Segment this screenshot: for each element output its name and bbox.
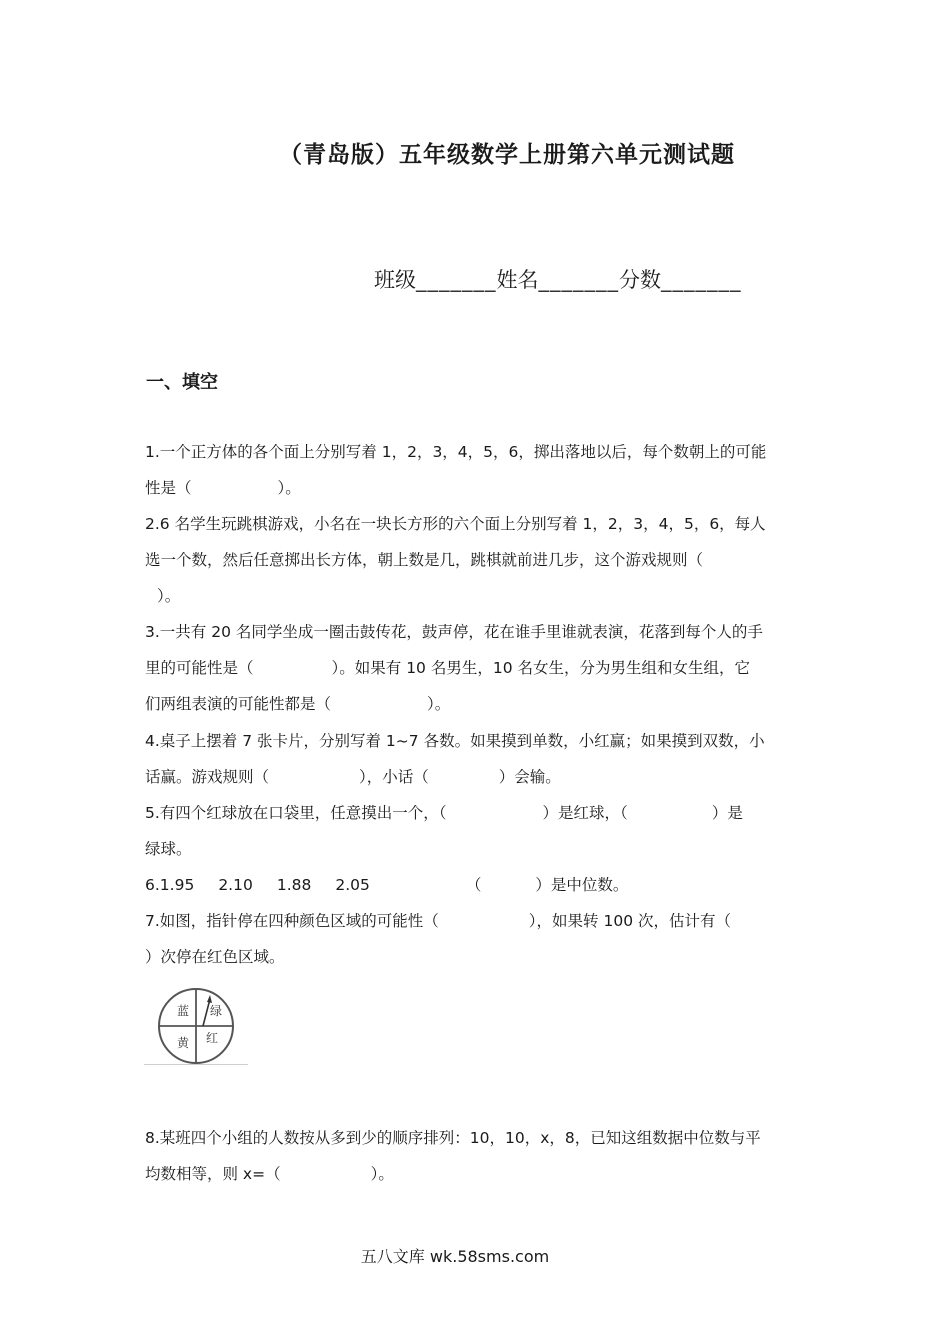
q4-text-c: ）会输。 <box>498 768 561 786</box>
footer-watermark: 五八文库 wk.58sms.com <box>360 1247 550 1266</box>
class-label: 班级 <box>374 268 416 292</box>
q6-value-2: 2.10 <box>218 876 253 894</box>
question-4 <box>145 723 807 795</box>
score-label: 分数 <box>619 268 661 292</box>
spinner-label-blue: 蓝 <box>177 1004 190 1018</box>
question-5 <box>145 795 807 867</box>
q1-line-2 <box>145 470 807 506</box>
question-8 <box>145 1120 807 1192</box>
q2-line-1: 2.6 名学生玩跳棋游戏，小名在一块长方形的六个面上分别写着 1，2，3，4，5，6，每人 <box>145 515 766 533</box>
q3-line-1: 3.一共有 20 名同学坐成一圈击鼓传花，鼓声停，花在谁手里谁就表演，花落到每个人的手 <box>145 623 763 641</box>
q8-text-b: ）。 <box>370 1165 394 1183</box>
q6-value-4: 2.05 <box>335 876 370 894</box>
spinner-figure <box>144 985 249 1067</box>
q3-line-3 <box>145 686 807 722</box>
q7-line-2: ）次停在红色区域。 <box>145 948 285 966</box>
score-blank: _______ <box>661 268 742 292</box>
q7-text-a: 7.如图，指针停在四种颜色区域的可能性（ <box>145 912 439 930</box>
q4-text-a: 话赢。游戏规则（ <box>145 768 270 786</box>
q4-line-2 <box>145 759 807 795</box>
q2-line-2: 选一个数，然后任意掷出长方体，朝上数是几，跳棋就前进几步，这个游戏规则（ <box>145 551 704 569</box>
q3-text-a: 里的可能性是（ <box>145 659 254 677</box>
q3-line-2 <box>145 650 807 686</box>
q7-text-b: ），如果转 100 次，估计有（ <box>528 912 731 930</box>
q6-value-1: 6.1.95 <box>145 876 195 894</box>
q8-line-1: 8.某班四个小组的人数按从多到少的顺序排列：10，10，x，8，已知这组数据中位数与平 <box>145 1129 761 1147</box>
question-7 <box>145 903 807 975</box>
question-2 <box>145 506 807 614</box>
q5-line-1 <box>145 795 807 831</box>
q5-text-b: ）是红球，（ <box>542 804 628 822</box>
q2-line-3: ）。 <box>157 587 181 605</box>
q5-text-c: ）是 <box>711 804 743 822</box>
q1-text-a: 性是（ <box>145 479 192 497</box>
spinner-label-yellow: 黄 <box>177 1036 190 1050</box>
name-label: 姓名 <box>496 268 539 292</box>
figure-underline <box>144 1064 248 1065</box>
q7-line-1 <box>145 903 807 939</box>
q5-line-2: 绿球。 <box>145 840 192 858</box>
question-3 <box>145 614 807 722</box>
q4-line-1: 4.桌子上摆着 7 张卡片，分别写着 1~7 各数。如果摸到单数，小红赢；如果摸到双数，小 <box>145 732 765 750</box>
section-heading-fill-blank: 一、填空 <box>146 372 218 393</box>
q1-text-b: ）。 <box>277 479 301 497</box>
question-1 <box>145 434 807 506</box>
q4-text-b: ），小话（ <box>359 768 429 786</box>
class-blank: _______ <box>416 268 497 292</box>
spinner-label-green: 绿 <box>210 1004 223 1018</box>
q6-value-3: 1.88 <box>276 876 312 894</box>
q6-line-1 <box>145 867 807 903</box>
q3-text-c: 们两组表演的可能性都是（ <box>145 695 332 713</box>
q6-text-b: ）是中位数。 <box>535 876 629 894</box>
q1-line-1: 1.一个正方体的各个面上分别写着 1，2，3，4，5，6，掷出落地以后，每个数朝上的可能 <box>145 443 767 461</box>
student-info-line <box>374 264 742 294</box>
q8-text-a: 均数相等，则 x=（ <box>145 1165 281 1183</box>
q6-text-a: （ <box>465 876 482 894</box>
question-6 <box>145 867 807 903</box>
q3-text-b: ）。如果有 10 名男生，10 名女生，分为男生组和女生组，它 <box>331 659 750 677</box>
page-title: （青岛版）五年级数学上册第六单元测试题 <box>279 142 735 168</box>
q3-text-d: ）。 <box>427 695 451 713</box>
spinner-label-red: 红 <box>206 1031 219 1045</box>
q8-line-2 <box>145 1156 807 1192</box>
q5-text-a: 5.有四个红球放在口袋里，任意摸出一个，（ <box>145 804 447 822</box>
name-blank: _______ <box>538 268 619 292</box>
